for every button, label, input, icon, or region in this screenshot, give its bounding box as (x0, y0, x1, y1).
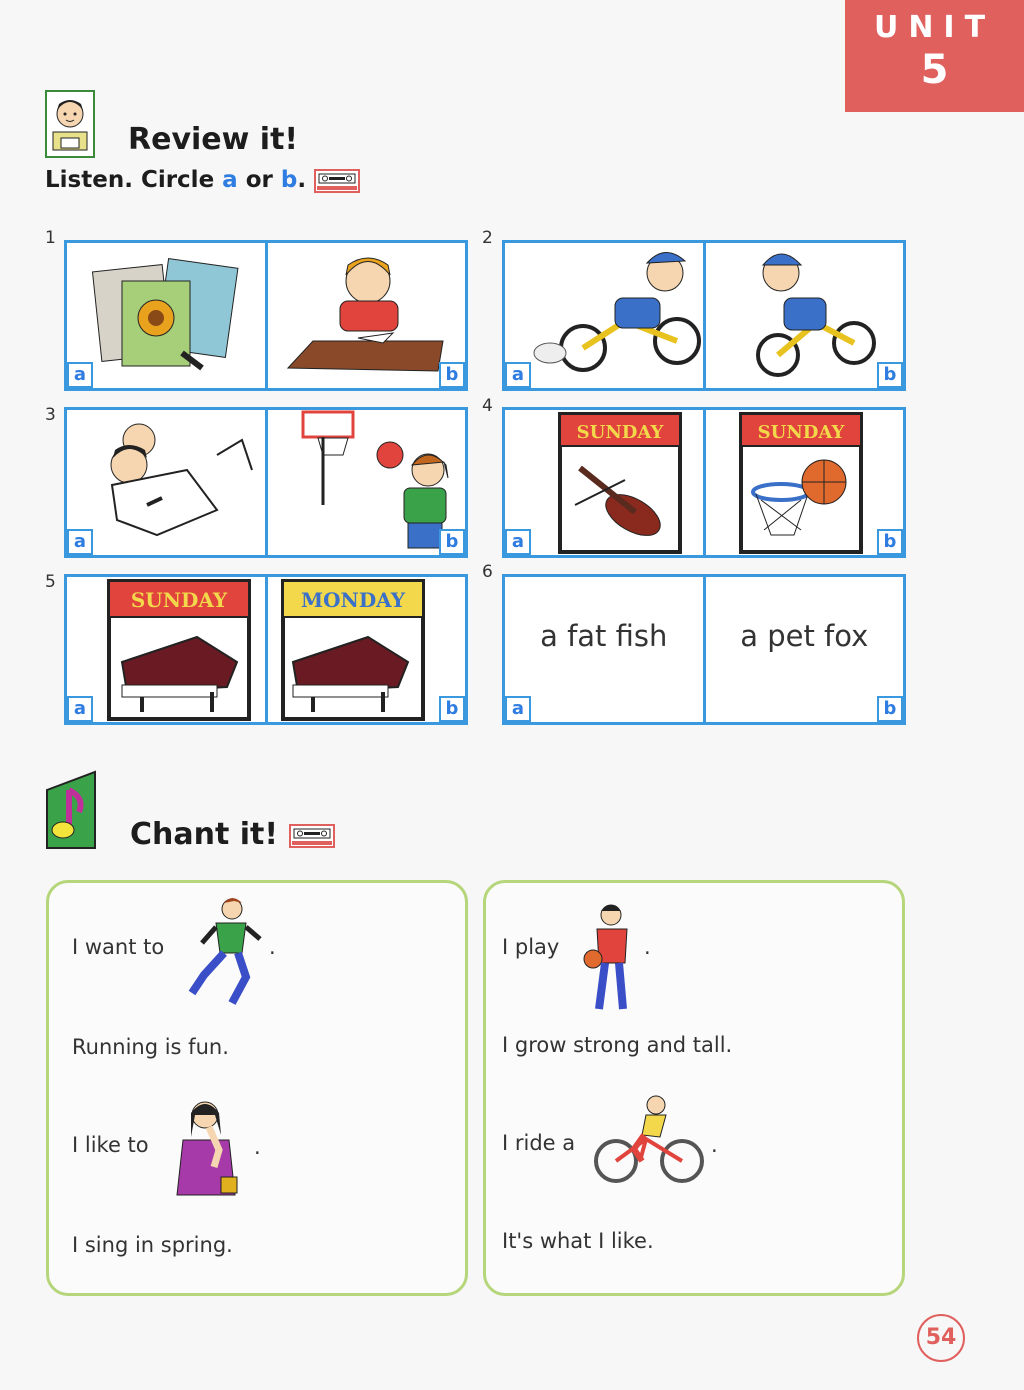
option-b-cell[interactable] (703, 243, 904, 388)
option-a-label: a (67, 529, 93, 555)
boy-reading-icon (45, 90, 95, 158)
page-number: 54 (917, 1314, 965, 1362)
calendar-day-label: SUNDAY (757, 422, 844, 443)
option-a-label: a (505, 696, 531, 722)
chant-line: I like to (72, 1133, 149, 1157)
instruction-text: . (297, 167, 307, 193)
chant-blank-end: . (711, 1133, 718, 1157)
running-girl-picture (184, 895, 264, 1010)
option-b-label: b (439, 696, 465, 722)
task-4 (502, 407, 906, 558)
chant-line: I ride a (502, 1131, 576, 1155)
instruction-text: Listen. Circle (45, 167, 223, 193)
cyclist-picture (594, 1091, 704, 1186)
option-a-cell[interactable] (505, 410, 703, 555)
review-title: Review it! (128, 122, 299, 157)
option-b-label: b (877, 362, 903, 388)
calendar-day-label: SUNDAY (130, 588, 228, 612)
task-number: 5 (45, 572, 56, 592)
calendar-piano-picture (268, 577, 466, 722)
instruction-text: or (237, 167, 281, 193)
task-2 (502, 240, 906, 391)
phrase-a: a fat fish (540, 619, 668, 653)
option-b-label: b (877, 696, 903, 722)
unit-tab (845, 0, 1024, 112)
option-b-label: b (439, 362, 465, 388)
drawing-picture (67, 243, 265, 388)
calendar-basketball-picture (706, 410, 904, 555)
singing-woman-picture (169, 1095, 244, 1200)
music-note-icon (45, 770, 100, 850)
chant-blank-end: . (644, 935, 651, 959)
option-a-label: a (505, 362, 531, 388)
martial-arts-picture (67, 410, 265, 555)
option-a-label: a (67, 362, 93, 388)
calendar-day-label: MONDAY (300, 588, 405, 612)
task-number: 2 (482, 228, 493, 248)
chant-title (130, 817, 335, 852)
option-b-cell[interactable] (265, 577, 466, 722)
chant-blank-end: . (269, 935, 276, 959)
option-b-label: b (439, 529, 465, 555)
cassette-icon (314, 169, 360, 193)
option-a-cell[interactable] (67, 577, 265, 722)
task-1 (64, 240, 468, 391)
cycling-fast-picture (505, 243, 703, 388)
calendar-violin-picture (505, 410, 703, 555)
option-b-cell[interactable] (703, 410, 904, 555)
chant-line: I sing in spring. (72, 1233, 233, 1257)
option-b-label: b (877, 529, 903, 555)
paper-cutting-picture (268, 243, 466, 388)
instruction-option-b: b (280, 167, 298, 193)
chant-line: I want to (72, 935, 165, 959)
option-a-label: a (505, 529, 531, 555)
instruction (45, 167, 360, 193)
chant-blank-end: . (254, 1135, 261, 1159)
option-b-cell[interactable] (265, 243, 466, 388)
chant-line: I play (502, 935, 560, 959)
task-number: 3 (45, 405, 56, 425)
basketball-girl-picture (268, 410, 466, 555)
chant-title-text: Chant it! (130, 817, 279, 852)
unit-number: 5 (920, 47, 949, 93)
basketball-player-picture (581, 901, 641, 1016)
instruction-option-a: a (222, 167, 238, 193)
chant-box-right (483, 880, 905, 1296)
cycling-tired-picture (706, 243, 904, 388)
option-a-cell[interactable] (505, 243, 703, 388)
calendar-day-label: SUNDAY (576, 422, 664, 443)
task-3 (64, 407, 468, 558)
chant-line: I grow strong and tall. (502, 1033, 733, 1057)
task-number: 4 (482, 396, 493, 416)
phrase-b: a pet fox (740, 619, 869, 653)
option-a-cell[interactable] (67, 243, 265, 388)
unit-word: UNIT (873, 10, 996, 45)
calendar-piano-picture (67, 577, 265, 722)
option-a-cell[interactable] (67, 410, 265, 555)
option-a-cell[interactable] (505, 577, 703, 722)
task-5 (64, 574, 468, 725)
option-b-cell[interactable] (703, 577, 904, 722)
cassette-icon (289, 824, 335, 848)
task-6 (502, 574, 906, 725)
chant-line: Running is fun. (72, 1035, 229, 1059)
task-number: 1 (45, 228, 56, 248)
chant-line: It's what I like. (502, 1229, 654, 1253)
option-a-label: a (67, 696, 93, 722)
option-b-cell[interactable] (265, 410, 466, 555)
task-number: 6 (482, 562, 493, 582)
chant-box-left (46, 880, 468, 1296)
